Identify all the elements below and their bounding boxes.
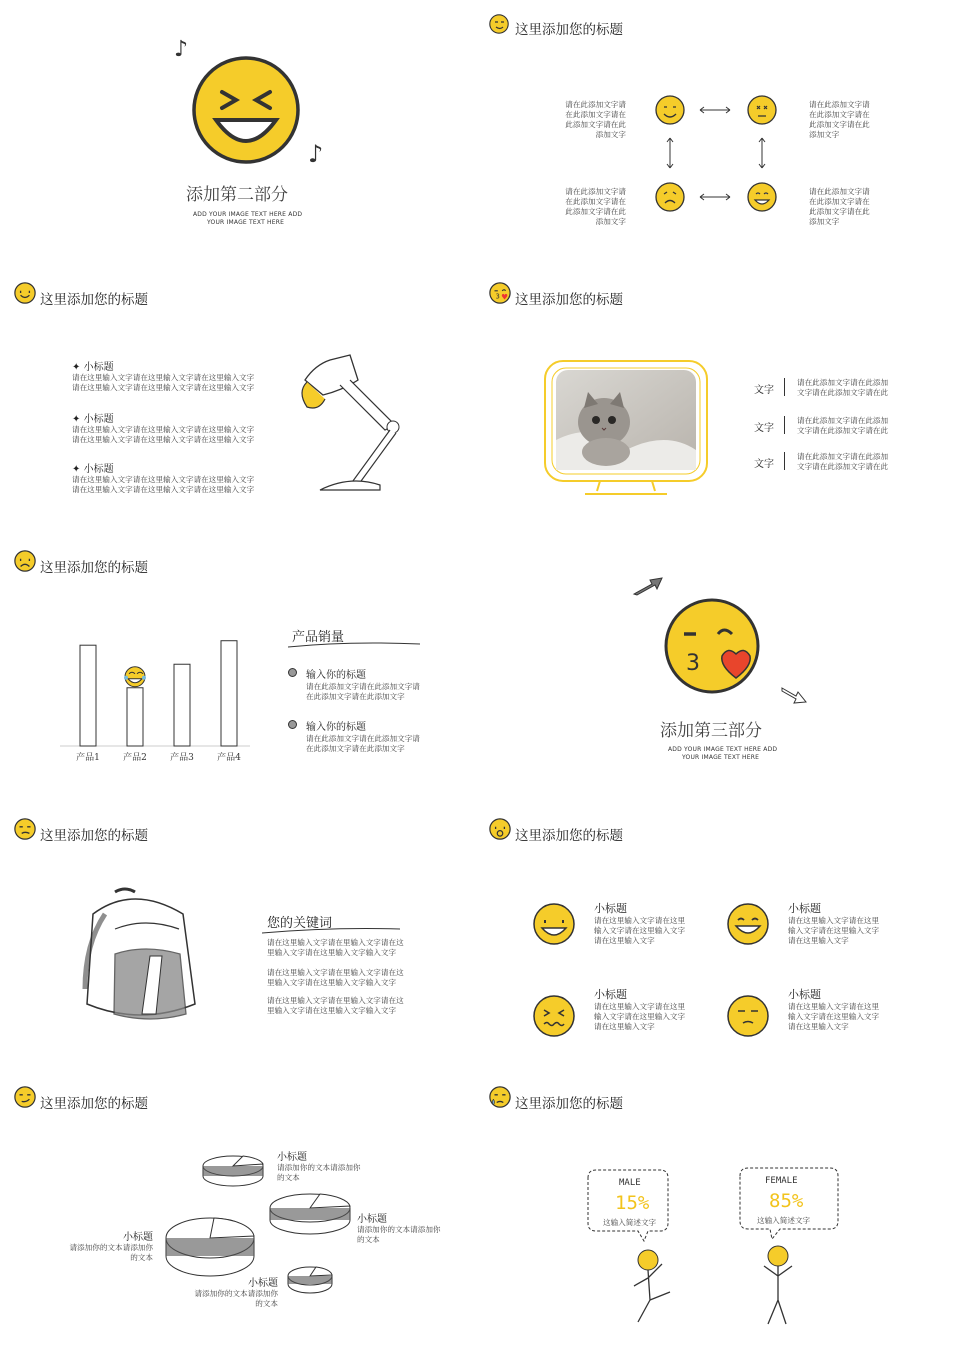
laughing-emoji-icon bbox=[170, 30, 340, 170]
slide-gender-ratio bbox=[482, 1074, 952, 1336]
bullet-icon bbox=[288, 668, 297, 677]
kiss-heart-emoji-icon bbox=[660, 596, 772, 696]
female-stick-figure bbox=[764, 1246, 792, 1324]
keyword-heading: 您的关键词 bbox=[267, 916, 333, 931]
item-1: ✦ 小标题 请在这里输入文字请在这里输入文字请在这里输入文字 请在这里输入文字请在这里输入文字请在这里输入文字 bbox=[72, 362, 255, 392]
smile-emoji-icon bbox=[14, 282, 38, 306]
surprised-emoji-icon bbox=[489, 818, 513, 842]
emotion-cycle-diagram bbox=[650, 90, 780, 220]
pie-label-2: 小标题 请添加你的文本请添加你 的文本 bbox=[357, 1214, 441, 1244]
heading-underline bbox=[262, 928, 402, 936]
paragraph-3: 请在这里输入文字请在里输入文字请在这 里输入文字请在这里输入文字输入文字 bbox=[267, 996, 404, 1015]
star-icon: ✦ bbox=[72, 362, 81, 373]
slide-emotion-cycle bbox=[482, 0, 952, 262]
item-2: ✦ 小标题 请在这里输入文字请在这里输入文字请在这里输入文字 请在这里输入文字请在这里输入文字请在这里输入文字 bbox=[72, 414, 255, 444]
bullet-icon bbox=[288, 720, 297, 729]
wink-emoji-icon bbox=[489, 14, 511, 36]
arrow-down-icon bbox=[778, 684, 812, 708]
kiss-emoji-icon bbox=[489, 282, 513, 306]
disc-large bbox=[166, 1218, 254, 1276]
slide-four-emotions bbox=[482, 806, 952, 1068]
text-top-right: 请在此添加文字请 在此添加文字请在 此添加文字请在此 添加文字 bbox=[809, 100, 870, 139]
slide-title: 这里添加您的标题 bbox=[515, 22, 623, 38]
sweat-emoji-icon bbox=[489, 1086, 513, 1110]
slide-lamp bbox=[0, 270, 470, 532]
chart-heading: 产品销量 bbox=[292, 630, 345, 645]
female-desc: 这输入简述文字 bbox=[757, 1216, 811, 1225]
section-subtitle-1: ADD YOUR IMAGE TEXT HERE ADD bbox=[668, 746, 778, 753]
section-title: 添加第三部分 bbox=[660, 721, 762, 741]
emotion-item-3: 小标题 请在这里输入文字请在这里 输入文字请在这里输入文字 请在这里输入文字 bbox=[594, 988, 686, 1031]
tick-label-3: 产品3 bbox=[170, 753, 194, 763]
emotion-item-4: 小标题 请在这里输入文字请在这里 输入文字请在这里输入文字 请在这里输入文字 bbox=[788, 988, 880, 1031]
section-subtitle-1: ADD YOUR IMAGE TEXT HERE ADD bbox=[193, 211, 303, 218]
disc-right bbox=[270, 1194, 350, 1234]
disc-top bbox=[203, 1156, 263, 1186]
svg-text:♪: ♪ bbox=[308, 140, 324, 168]
section-subtitle-2: YOUR IMAGE TEXT HERE bbox=[682, 754, 760, 761]
kitten-photo bbox=[556, 370, 696, 470]
gender-illustration bbox=[582, 1166, 892, 1326]
text-bottom-right: 请在此添加文字请 在此添加文字请在 此添加文字请在此 添加文字 bbox=[809, 187, 870, 226]
sly-emoji-icon bbox=[14, 1086, 38, 1110]
text-bottom-left: 请在此添加文字请 在此添加文字请在 此添加文字请在此 添加文字 bbox=[565, 187, 626, 226]
svg-text:3: 3 bbox=[686, 651, 700, 676]
paragraph-1: 请在这里输入文字请在里输入文字请在这 里输入文字请在这里输入文字输入文字 bbox=[267, 938, 404, 957]
unamused-emoji-icon bbox=[726, 994, 770, 1038]
slide-section-two bbox=[0, 0, 470, 262]
pie-label-1: 小标题 请添加你的文本请添加你 的文本 bbox=[277, 1152, 361, 1182]
slide-backpack bbox=[0, 806, 470, 1068]
tick-label-1: 产品1 bbox=[76, 753, 100, 763]
slide-monitor: 3 ♥ 这里添加您的标题 文字 请在此添加文字请在此添加 文字请在此添加文字请在此 文字 请在此添加文字请在此添加 文字请在此添加文字请在此 文字 请在此添加文字请在此添加 文字请在此添加文字请在此 bbox=[482, 270, 952, 532]
slide-title: 这里添加您的标题 bbox=[515, 292, 623, 308]
confused-emoji-icon bbox=[532, 994, 576, 1038]
tick-label-2: 产品2 bbox=[123, 753, 147, 763]
slide-section-three bbox=[482, 538, 952, 800]
male-label: MALE bbox=[619, 1178, 641, 1188]
paragraph-2: 请在这里输入文字请在里输入文字请在这 里输入文字请在这里输入文字输入文字 bbox=[267, 968, 404, 987]
grin-emoji-icon bbox=[532, 902, 576, 946]
svg-text:♪: ♪ bbox=[174, 37, 189, 62]
emotion-item-2: 小标题 请在这里输入文字请在这里 输入文字请在这里输入文字 请在这里输入文字 bbox=[788, 902, 880, 945]
arrow-up-icon bbox=[630, 572, 670, 598]
slide-title: 这里添加您的标题 bbox=[515, 828, 623, 844]
frown-emoji-icon bbox=[14, 550, 38, 574]
happy-emoji-icon bbox=[726, 902, 770, 946]
female-percent: 85% bbox=[769, 1190, 804, 1212]
slide-title: 这里添加您的标题 bbox=[40, 1096, 148, 1112]
slide-title: 这里添加您的标题 bbox=[515, 1096, 623, 1112]
pie-label-3: 小标题 请添加你的文本请添加你 的文本 bbox=[69, 1232, 153, 1262]
heading-underline bbox=[288, 642, 423, 650]
svg-text:3: 3 bbox=[495, 292, 500, 301]
section-subtitle-2: YOUR IMAGE TEXT HERE bbox=[207, 219, 285, 226]
female-label: FEMALE bbox=[765, 1176, 798, 1186]
slide-title: 这里添加您的标题 bbox=[40, 292, 148, 308]
smirk-emoji-icon bbox=[14, 818, 38, 842]
tick-label-4: 产品4 bbox=[217, 753, 241, 763]
desk-lamp-icon bbox=[295, 350, 415, 495]
male-stick-figure bbox=[634, 1250, 670, 1322]
male-percent: 15% bbox=[615, 1192, 650, 1214]
star-icon: ✦ bbox=[72, 414, 81, 425]
male-desc: 这输入简述文字 bbox=[603, 1218, 657, 1227]
slide-title: 这里添加您的标题 bbox=[40, 560, 148, 576]
star-icon: ✦ bbox=[72, 464, 81, 475]
bar-3 bbox=[174, 664, 190, 746]
bar-2 bbox=[127, 688, 143, 746]
pie-label-4: 小标题 请添加你的文本请添加你 的文本 bbox=[194, 1278, 278, 1308]
sales-bar-chart bbox=[60, 618, 260, 768]
item-3: ✦ 小标题 请在这里输入文字请在这里输入文字请在这里输入文字 请在这里输入文字请在这里输入文字请在这里输入文字 bbox=[72, 464, 255, 494]
slide-pie-discs bbox=[0, 1074, 470, 1336]
slide-title: 这里添加您的标题 bbox=[40, 828, 148, 844]
section-title: 添加第二部分 bbox=[186, 185, 288, 205]
disc-small bbox=[288, 1267, 332, 1293]
laughing-tear-emoji-icon bbox=[124, 667, 146, 687]
svg-text:♥: ♥ bbox=[501, 292, 509, 302]
slide-bar-chart: 这里添加您的标题 产品1 产品2 产品3 产品4 产品销量 输入你的标题 请在此添加文字请在此添加文字请 在此添加文字请在此添加文字 输入你的标题 请在此添加文字请在此添加文字请 在此添加文字请在此添加文字 bbox=[0, 538, 470, 800]
emotion-item-1: 小标题 请在这里输入文字请在这里 输入文字请在这里输入文字 请在这里输入文字 bbox=[594, 902, 686, 945]
bar-1 bbox=[80, 645, 96, 746]
bar-4 bbox=[221, 641, 237, 746]
backpack-icon bbox=[75, 884, 200, 1034]
text-top-left: 请在此添加文字请 在此添加文字请在 此添加文字请在此 添加文字 bbox=[565, 100, 626, 139]
